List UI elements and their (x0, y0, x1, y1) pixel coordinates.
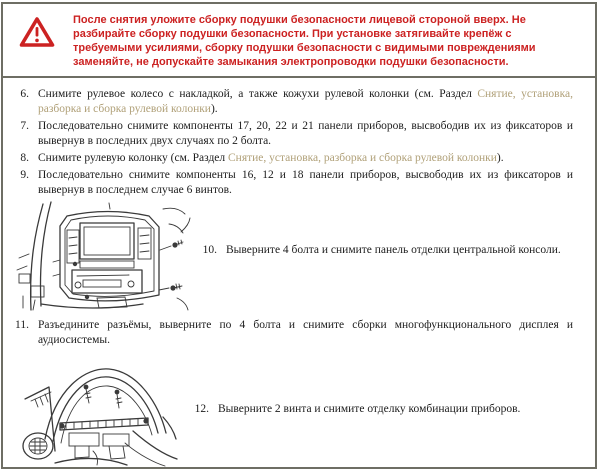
section-link-steering-column[interactable]: Снятие, установка, разборка и сборка рулевой колонки (228, 152, 497, 164)
section-link-steering-column[interactable]: Снятие, установка, разборка и сборка рулевой колонки (38, 88, 573, 115)
figure-row-center-console (3, 200, 595, 312)
step-8 (7, 151, 573, 166)
step-6 (7, 87, 573, 117)
figure-instrument-cluster (13, 359, 183, 469)
step-text (38, 87, 573, 117)
step-9 (7, 168, 573, 198)
step-number: 6. (20, 88, 29, 100)
step-text: Разъедините разъёмы, выверните по 4 болта и снимите сборки многофункционального дисплея и аудиосистемы. (38, 319, 573, 346)
step-text (38, 151, 573, 166)
step-11 (7, 318, 573, 348)
warning-box (3, 4, 595, 78)
step-text: Последовательно снимите компоненты 16, 12 и 18 панели приборов, высвободив их из фиксаторов и вывернув в последнем случае 6 винтов. (38, 169, 573, 196)
step-number: 12. (194, 403, 209, 415)
step-number: 9. (20, 169, 29, 181)
step-number: 8. (20, 152, 29, 164)
step-text-plain: ). (210, 103, 218, 115)
step-number: 11. (15, 319, 29, 331)
step-11-row (3, 312, 595, 348)
warning-triangle-icon (19, 16, 55, 48)
step-text-plain: ). (496, 152, 504, 164)
figure-row-instrument-cluster (3, 359, 595, 469)
step-text: Выверните 4 болта и снимите панель отделки центральной консоли. (226, 244, 561, 256)
manual-page (1, 2, 597, 469)
step-text: Выверните 2 винта и снимите отделку комбинации приборов. (218, 403, 521, 415)
step-number: 7. (20, 120, 29, 132)
step-number: 10. (202, 244, 217, 256)
step-10 (191, 243, 595, 258)
step-12 (183, 402, 595, 417)
step-text-plain: Снимите рулевое колесо с накладкой, а также кожухи рулевой колонки (см. Раздел (38, 88, 478, 100)
warning-text: После снятия уложите сборку подушки безопасности лицевой стороной вверх. Не разбирайте сборку подушки безопасности. При установке затягивайте крепёж с требуемыми усилиями, сборку подушки безопасности с видимыми повреждениями заменяйте, не допускайте замыкания электропроводки подушки безопасности. (73, 14, 536, 68)
step-7 (7, 119, 573, 149)
figure-center-console (13, 200, 191, 312)
step-list (3, 78, 595, 198)
step-text: Последовательно снимите компоненты 17, 20, 22 и 21 панели приборов, высвободив их из фиксаторов и вывернув в последних двух случаях по 2 болта. (38, 120, 573, 147)
step-text-plain: Снимите рулевую колонку (см. Раздел (38, 152, 229, 164)
